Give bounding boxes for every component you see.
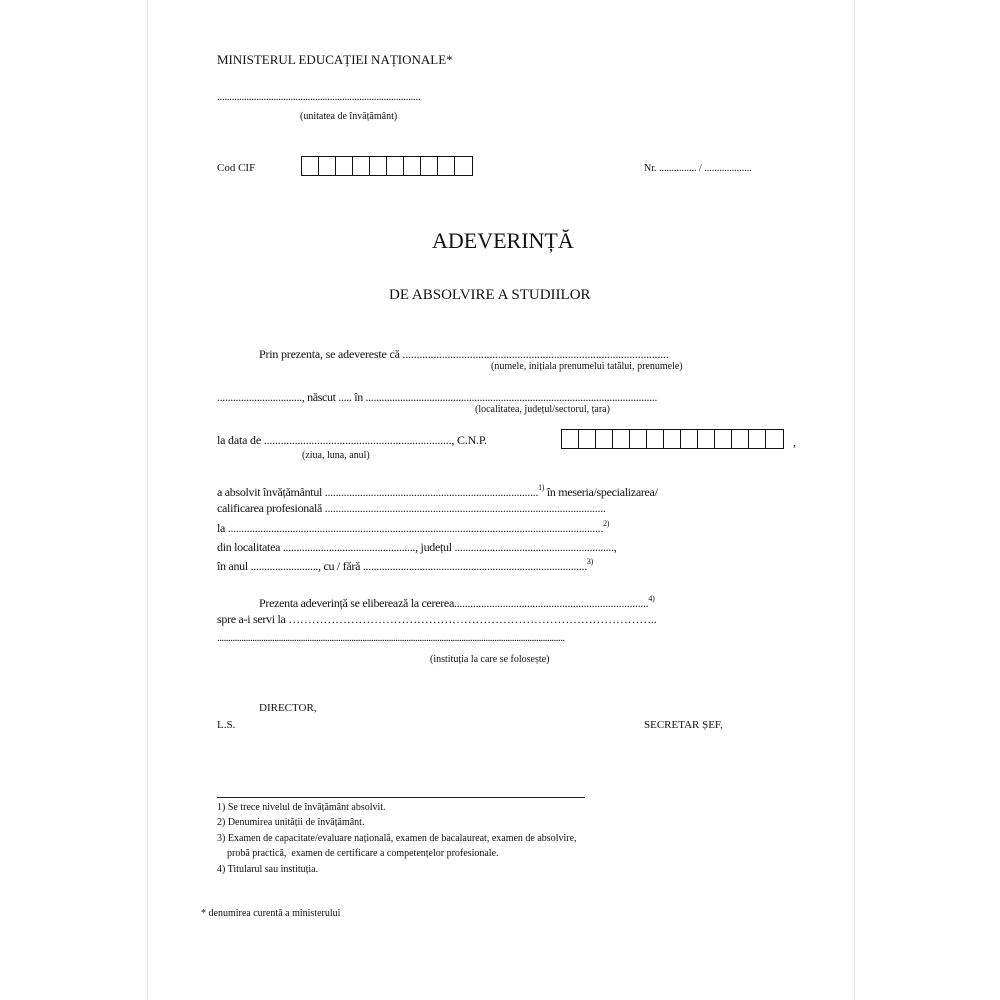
line-qualification[interactable]: calificarea profesională ........................................................................................................ xyxy=(217,501,606,515)
cif-label: Cod CIF xyxy=(217,162,256,174)
secretary-signature: SECRETAR ȘEF, xyxy=(644,719,723,731)
footnote-1: 1) Se trece nivelul de învățământ absolvit. xyxy=(217,802,386,813)
registration-number[interactable]: Nr. ............... / ................... xyxy=(644,163,752,174)
document-subtitle: DE ABSOLVIRE A STUDIILOR xyxy=(389,287,591,303)
birthdate-caption: (ziua, luna, anul) xyxy=(302,450,370,461)
unit-caption: (unitatea de învățământ) xyxy=(300,111,398,122)
line-purpose[interactable]: spre a-i servi la ………………………………………………………………………………….. xyxy=(217,612,657,626)
footnote-2: 2) Denumirea unității de învățământ. xyxy=(217,817,365,828)
line-locality[interactable]: din localitatea ................................................., județul ..........................................................., xyxy=(217,540,617,554)
institution-caption: (instituția la care se folosește) xyxy=(430,654,550,665)
footnote-3: 3) Examen de capacitate/evaluare națională, examen de bacalaureat, examen de absolvire, xyxy=(217,833,577,844)
name-caption: (numele, inițiala prenumelui tatălui, prenumele) xyxy=(491,361,683,372)
director-signature: DIRECTOR, xyxy=(259,702,317,714)
line-request[interactable]: Prezenta adeverință se eliberează la cererea........................................................................$^{4)}$ xyxy=(259,594,655,610)
document-title: ADEVERINȚĂ xyxy=(432,228,574,253)
birthplace-caption: (localitatea, județul/sectorul, țara) xyxy=(475,404,610,415)
footnote-3-cont: probă practică, examen de certificare a competențelor profesionale. xyxy=(217,848,499,859)
line-certify[interactable]: Prin prezenta, se adevereste că ............................................................................................... xyxy=(259,347,669,361)
line-birth[interactable]: ................................, născut ..... în .............................................................................................................. xyxy=(217,390,657,404)
line-birthdate[interactable]: la data de ..................................................................., C.N.P. xyxy=(217,433,487,447)
line-education[interactable]: a absolvit învățământul ...............................................................................$^{1)}$ în meseria/specializarea/ xyxy=(217,483,658,499)
unit-field[interactable]: ................................................................................... xyxy=(217,91,421,103)
cnp-comma: , xyxy=(793,435,796,449)
ministry-name: MINISTERUL EDUCAȚIEI NAȚIONALE* xyxy=(217,52,453,67)
footnote-divider xyxy=(217,797,585,798)
line-school[interactable]: la ...........................................................................................................................................$^{2)}$ xyxy=(217,519,610,535)
ministry-note: * denumirea curentă a ministerului xyxy=(201,908,341,919)
cif-boxes[interactable] xyxy=(301,156,473,176)
cnp-boxes[interactable] xyxy=(561,429,784,449)
line-year[interactable]: în anul ........................., cu / fără ...................................................................................$^{3)}$ xyxy=(217,557,593,573)
ls-stamp: L.S. xyxy=(217,719,236,731)
line-institution[interactable]: .............................................................................................................................................................. xyxy=(217,632,565,644)
footnote-4: 4) Titularul sau instituția. xyxy=(217,864,319,875)
